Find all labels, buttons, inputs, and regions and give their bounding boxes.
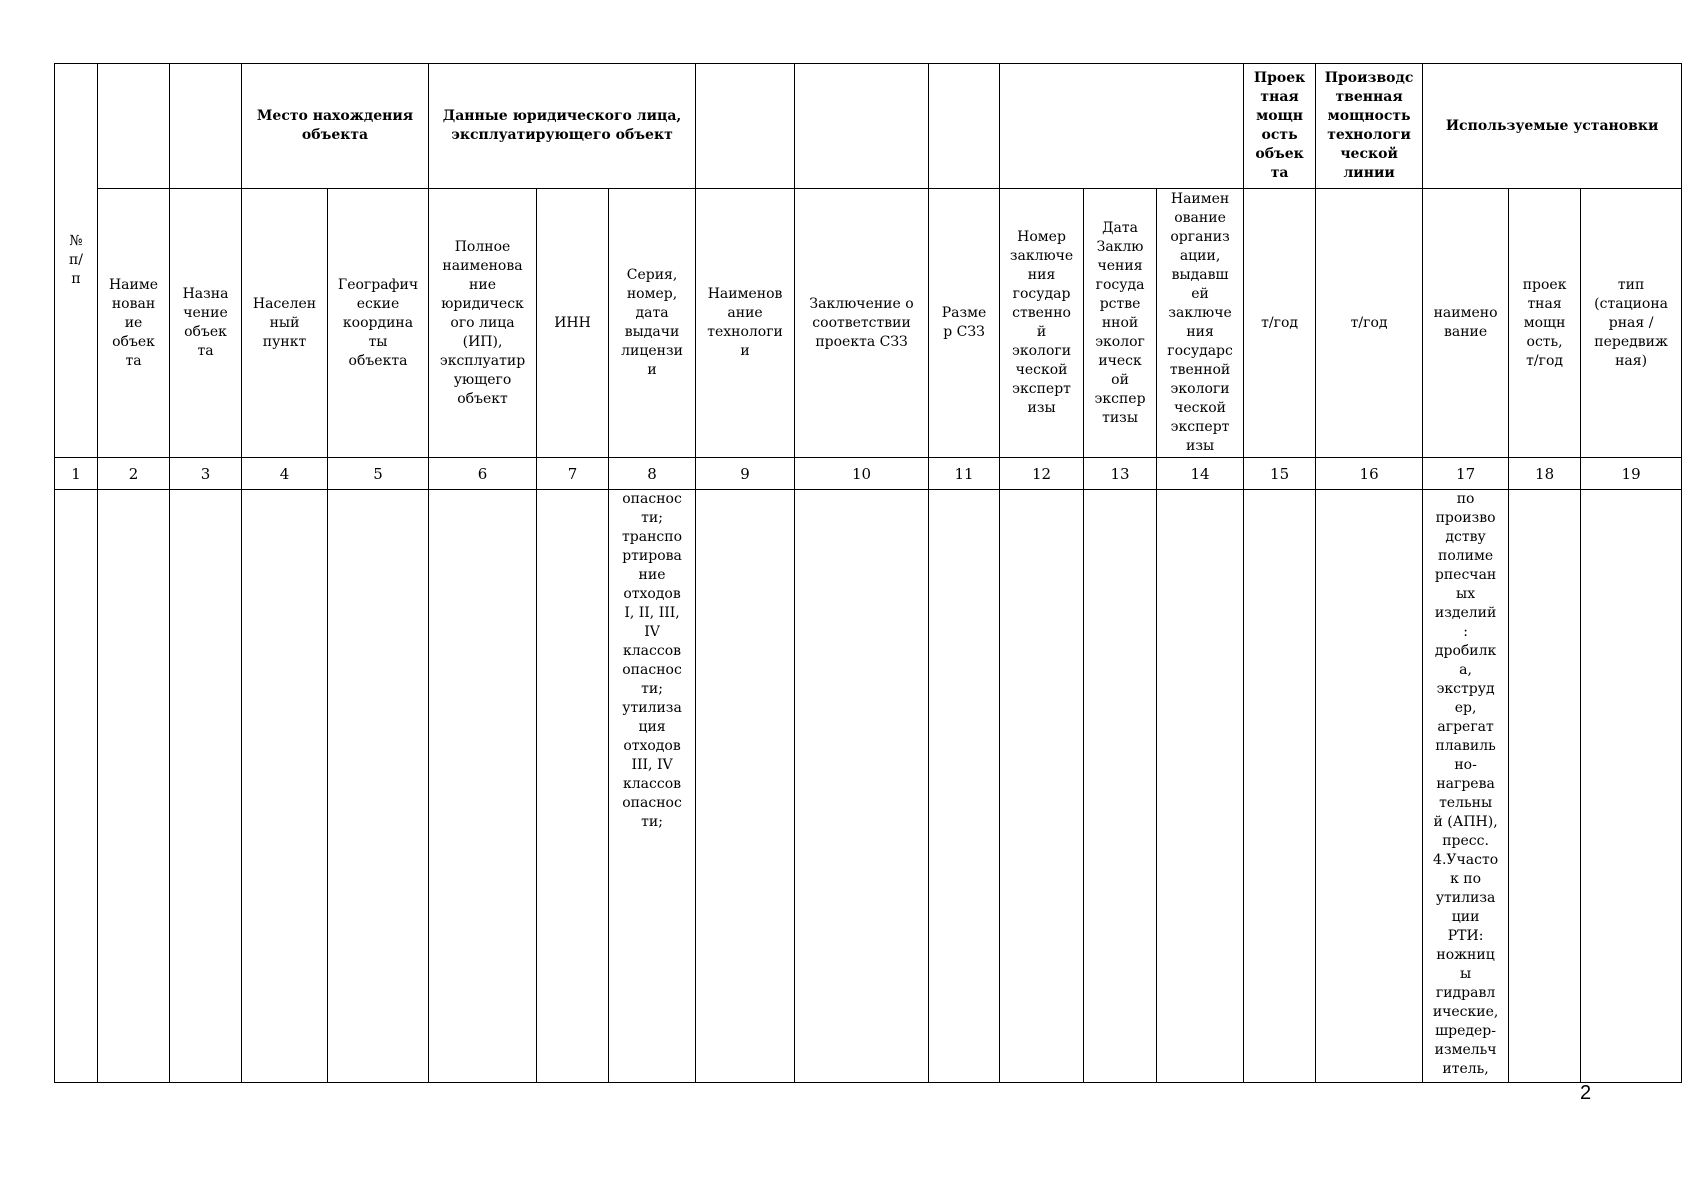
table-cell (170, 490, 242, 1083)
header-group-production-capacity: Производс твенная мощность технологи ческой линии (1316, 64, 1423, 189)
header-cell-col10: Заключение о соответствии проекта СЗЗ (795, 189, 929, 458)
header-cell-col7: ИНН (537, 189, 609, 458)
header-empty-cell (98, 64, 170, 189)
table-cell (1316, 490, 1423, 1083)
header-cell-col13: Дата Заклю чения госуда рстве нной эколог ическ ой экспер тизы (1084, 189, 1157, 458)
table-cell (795, 490, 929, 1083)
column-number: 6 (429, 458, 537, 490)
table-cell (1244, 490, 1316, 1083)
table-cell-license: опаснос ти; транспо ртирова ние отходов I, II, III, IV классов опаснос ти; утилиза ция отходов III, IV классов опаснос ти; (609, 490, 696, 1083)
header-cell-col15: т/год (1244, 189, 1316, 458)
table-cell (1084, 490, 1157, 1083)
column-number: 16 (1316, 458, 1423, 490)
column-number: 14 (1157, 458, 1244, 490)
header-row-columns (55, 189, 1682, 458)
header-empty-cell (929, 64, 1000, 189)
header-cell-col3: Назна чение объек та (170, 189, 242, 458)
header-empty-cell (170, 64, 242, 189)
column-number: 15 (1244, 458, 1316, 490)
column-number: 11 (929, 458, 1000, 490)
table-row (55, 490, 1682, 1083)
table-cell-installation-name: по произво дству полиме рпесчан ых изделий : дробилк а, экструд ер, агрегат плавиль но- нагрева тельны й (АПН), пресс. 4.Участо к по утилиза ции РТИ: ножниц ы гидравл ические, шредер- измельч итель, (1423, 490, 1509, 1083)
header-cell-col16: т/год (1316, 189, 1423, 458)
column-number: 2 (98, 458, 170, 490)
header-cell-col2: Наиме нован ие объек та (98, 189, 170, 458)
column-number: 19 (1581, 458, 1682, 490)
header-cell-col9: Наименов ание технологи и (696, 189, 795, 458)
column-number: 1 (55, 458, 98, 490)
header-group-location: Место нахождения объекта (242, 64, 429, 189)
page-number: 2 (1580, 1082, 1592, 1104)
table-cell (328, 490, 429, 1083)
registry-table (54, 63, 1682, 1083)
header-cell-col17: наимено вание (1423, 189, 1509, 458)
column-number: 18 (1509, 458, 1581, 490)
header-cell-col1: № п/ п (55, 64, 98, 458)
column-number: 3 (170, 458, 242, 490)
table-cell (98, 490, 170, 1083)
column-number: 8 (609, 458, 696, 490)
column-number: 4 (242, 458, 328, 490)
table-cell (1000, 490, 1084, 1083)
table-cell (696, 490, 795, 1083)
table-cell (429, 490, 537, 1083)
column-number: 7 (537, 458, 609, 490)
table-cell (929, 490, 1000, 1083)
header-cell-col11: Разме р СЗЗ (929, 189, 1000, 458)
column-number: 17 (1423, 458, 1509, 490)
header-empty-cell (1000, 64, 1244, 189)
column-number: 12 (1000, 458, 1084, 490)
table-cell (537, 490, 609, 1083)
table-cell (55, 490, 98, 1083)
header-cell-col6: Полное наименова ние юридическ ого лица (ИП), эксплуатир ующего объект (429, 189, 537, 458)
header-cell-col8: Серия, номер, дата выдачи лицензи и (609, 189, 696, 458)
header-group-installations: Используемые установки (1423, 64, 1682, 189)
header-group-legal-entity: Данные юридического лица, эксплуатирующего объект (429, 64, 696, 189)
table-cell (1581, 490, 1682, 1083)
table-cell (1509, 490, 1581, 1083)
header-cell-col14: Наимен ование организ ации, выдавш ей заключе ния государс твенной экологи ческой эксперт изы (1157, 189, 1244, 458)
header-empty-cell (795, 64, 929, 189)
column-number: 10 (795, 458, 929, 490)
header-cell-col5: Географич еские координа ты объекта (328, 189, 429, 458)
header-empty-cell (696, 64, 795, 189)
column-number: 5 (328, 458, 429, 490)
column-number: 13 (1084, 458, 1157, 490)
header-cell-col12: Номер заключе ния государ ственно й экологи ческой эксперт изы (1000, 189, 1084, 458)
header-cell-col4: Населен ный пункт (242, 189, 328, 458)
header-cell-col19: тип (стациона рная / передвиж ная) (1581, 189, 1682, 458)
header-group-design-capacity: Проек тная мощн ость объек та (1244, 64, 1316, 189)
header-cell-col18: проек тная мощн ость, т/год (1509, 189, 1581, 458)
table-cell (242, 490, 328, 1083)
column-number-row (55, 458, 1682, 490)
table-cell (1157, 490, 1244, 1083)
header-row-group (55, 64, 1682, 189)
column-number: 9 (696, 458, 795, 490)
